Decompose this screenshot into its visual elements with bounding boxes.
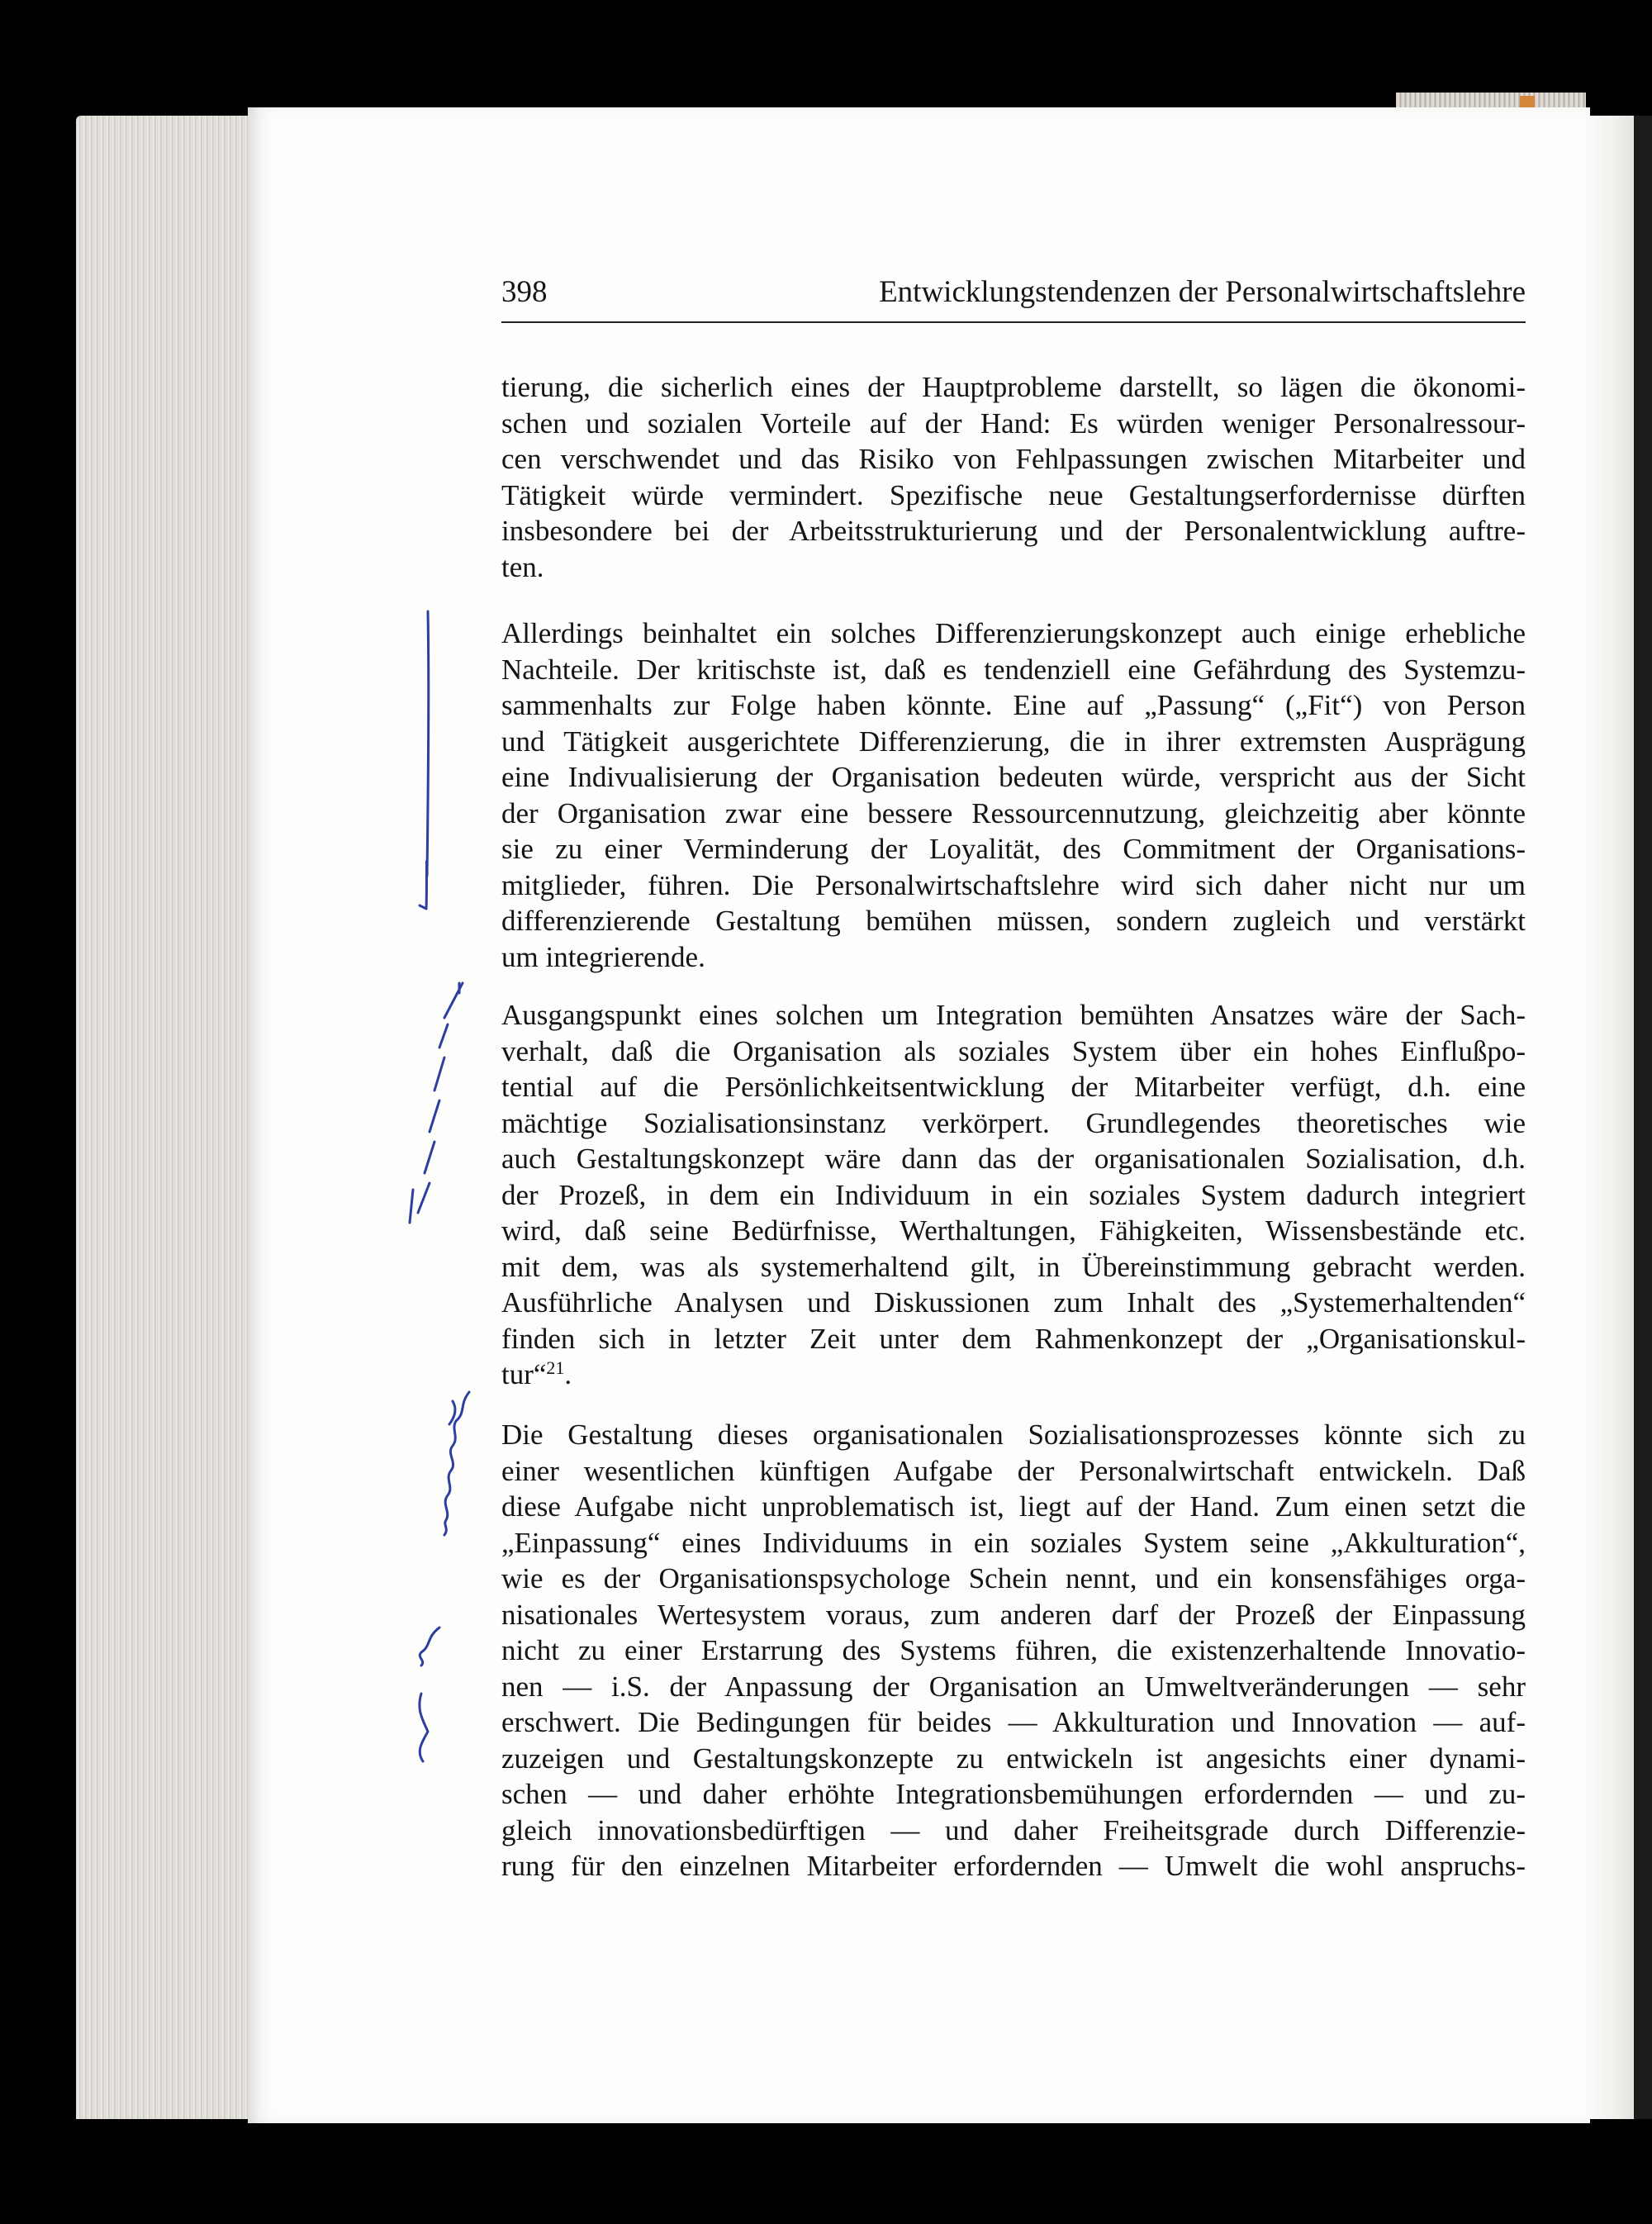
paragraph-2	[501, 615, 1526, 975]
text-line: der Prozeß, in dem ein Individuum in ein soziales System dadurch integriert	[501, 1178, 1526, 1211]
margin-wavy-scribble	[420, 1392, 469, 1666]
header-rule	[501, 321, 1526, 323]
margin-vertical-line	[420, 611, 429, 909]
bookmark-tab	[1520, 96, 1535, 107]
text-line: Nachteile. Der kritischste ist, daß es tendenziell eine Gefährdung des Systemzu-	[501, 653, 1526, 686]
book-right-edge	[1586, 116, 1652, 2119]
text-line: nen — i.S. der Anpassung der Organisation an Umweltveränderungen — sehr	[501, 1670, 1526, 1703]
text-line: Ausführliche Analysen und Diskussionen zum Inhalt des „Systemerhaltenden“	[501, 1286, 1526, 1319]
text-line: „Einpassung“ eines Individuums in ein soziales System seine „Akkulturation“,	[501, 1526, 1526, 1559]
text-line: rung für den einzelnen Mitarbeiter erfordernden — Umwelt die wohl anspruchs-	[501, 1850, 1526, 1882]
text-line: um integrierende.	[501, 940, 705, 973]
book-page-edges	[76, 116, 266, 2119]
text-line: eine Indivualisierung der Organisation bedeuten würde, verspricht aus der Sicht	[501, 761, 1526, 793]
text-line: erschwert. Die Bedingungen für beides — Akkulturation und Innovation — auf-	[501, 1706, 1526, 1738]
text-line: mitglieder, führen. Die Personalwirtschaftslehre wird sich daher nicht nur um	[501, 868, 1526, 901]
book-spine	[1634, 116, 1652, 2119]
text-line: sammenhalts zur Folge haben könnte. Eine auf „Passung“ („Fit“) von Person	[501, 689, 1526, 721]
text-line: mit dem, was als systemerhaltend gilt, in Übereinstimmung gebracht werden.	[501, 1250, 1526, 1283]
text-line: ten.	[501, 550, 544, 583]
text-line: tential auf die Persönlichkeitsentwicklung der Mitarbeiter verfügt, d.h. eine	[501, 1071, 1526, 1103]
last-line-text: tur“	[501, 1358, 547, 1390]
text-line: der Organisation zwar eine bessere Ressourcennutzung, gleichzeitig aber könnte	[501, 796, 1526, 829]
margin-slash-marks	[410, 983, 463, 1223]
text-line: mächtige Sozialisationsinstanz verkörpert. Grundlegendes theoretisches wie	[501, 1106, 1526, 1139]
text-line: gleich innovationsbedürftigen — und daher Freiheitsgrade durch Differenzie-	[501, 1813, 1526, 1846]
text-line: Ausgangspunkt eines solchen um Integration bemühten Ansatzes wäre der Sach-	[501, 999, 1526, 1031]
running-head	[501, 274, 1526, 310]
text-line: einer wesentlichen künftigen Aufgabe der Personalwirtschaft entwickeln. Daß	[501, 1454, 1526, 1487]
last-line-end: .	[564, 1358, 572, 1390]
text-line: schen — und daher erhöhte Integrationsbemühungen erfordernden — und zu-	[501, 1778, 1526, 1810]
text-line: zuzeigen und Gestaltungskonzepte zu entwickeln ist angesichts einer dynami-	[501, 1742, 1526, 1775]
text-line: wird, daß seine Bedürfnisse, Werthaltungen, Fähigkeiten, Wissensbestände etc.	[501, 1214, 1526, 1247]
text-line: Tätigkeit würde vermindert. Spezifische neue Gestaltungserfordernisse dürften	[501, 478, 1526, 511]
text-line: verhalt, daß die Organisation als soziales System über ein hohes Einflußpo-	[501, 1034, 1526, 1067]
text-line: nicht zu einer Erstarrung des Systems führen, die existenzerhaltende Innovatio-	[501, 1634, 1526, 1666]
margin-small-mark	[449, 1401, 455, 1424]
page-number: 398	[501, 275, 548, 309]
paragraph-1	[501, 369, 1526, 585]
text-line: finden sich in letzter Zeit unter dem Rahmenkonzept der „Organisationskul-	[501, 1322, 1526, 1355]
footnote-ref[interactable]: 21	[546, 1357, 565, 1378]
text-line: diese Aufgabe nicht unproblematisch ist, liegt auf der Hand. Zum einen setzt die	[501, 1490, 1526, 1523]
paragraph-3	[501, 997, 1526, 1393]
text-line	[501, 1357, 1526, 1393]
margin-check-mark	[420, 1694, 428, 1761]
handwritten-annotations	[380, 595, 512, 1793]
text-line: nisationales Wertesystem voraus, zum anderen darf der Prozeß der Einpassung	[501, 1598, 1526, 1631]
running-title: Entwicklungstendenzen der Personalwirtschaftslehre	[879, 275, 1526, 309]
text-line: wie es der Organisationspsychologe Schein nennt, und ein konsensfähiges orga-	[501, 1562, 1526, 1594]
text-line: Allerdings beinhaltet ein solches Differenzierungskonzept auch einige erhebliche	[501, 617, 1526, 649]
text-line: cen verschwendet und das Risiko von Fehlpassungen zwischen Mitarbeiter und	[501, 443, 1526, 475]
text-line: auch Gestaltungskonzept wäre dann das der organisationalen Sozialisation, d.h.	[501, 1143, 1526, 1175]
text-line: insbesondere bei der Arbeitsstrukturierung und der Personalentwicklung auftre-	[501, 515, 1526, 547]
text-line: und Tätigkeit ausgerichtete Differenzierung, die in ihrer extremsten Ausprägung	[501, 725, 1526, 758]
text-line: schen und sozialen Vorteile auf der Hand: Es würden weniger Personalressour-	[501, 406, 1526, 440]
text-line: sie zu einer Verminderung der Loyalität, des Commitment der Organisations-	[501, 833, 1526, 865]
text-line: Die Gestaltung dieses organisationalen Sozialisationsprozesses könnte sich zu	[501, 1419, 1526, 1451]
paragraph-4	[501, 1417, 1526, 1884]
text-line: tierung, die sicherlich eines der Hauptprobleme darstellt, so lägen die ökonomi-	[501, 371, 1526, 403]
text-line: differenzierende Gestaltung bemühen müssen, sondern zugleich und verstärkt	[501, 905, 1526, 937]
